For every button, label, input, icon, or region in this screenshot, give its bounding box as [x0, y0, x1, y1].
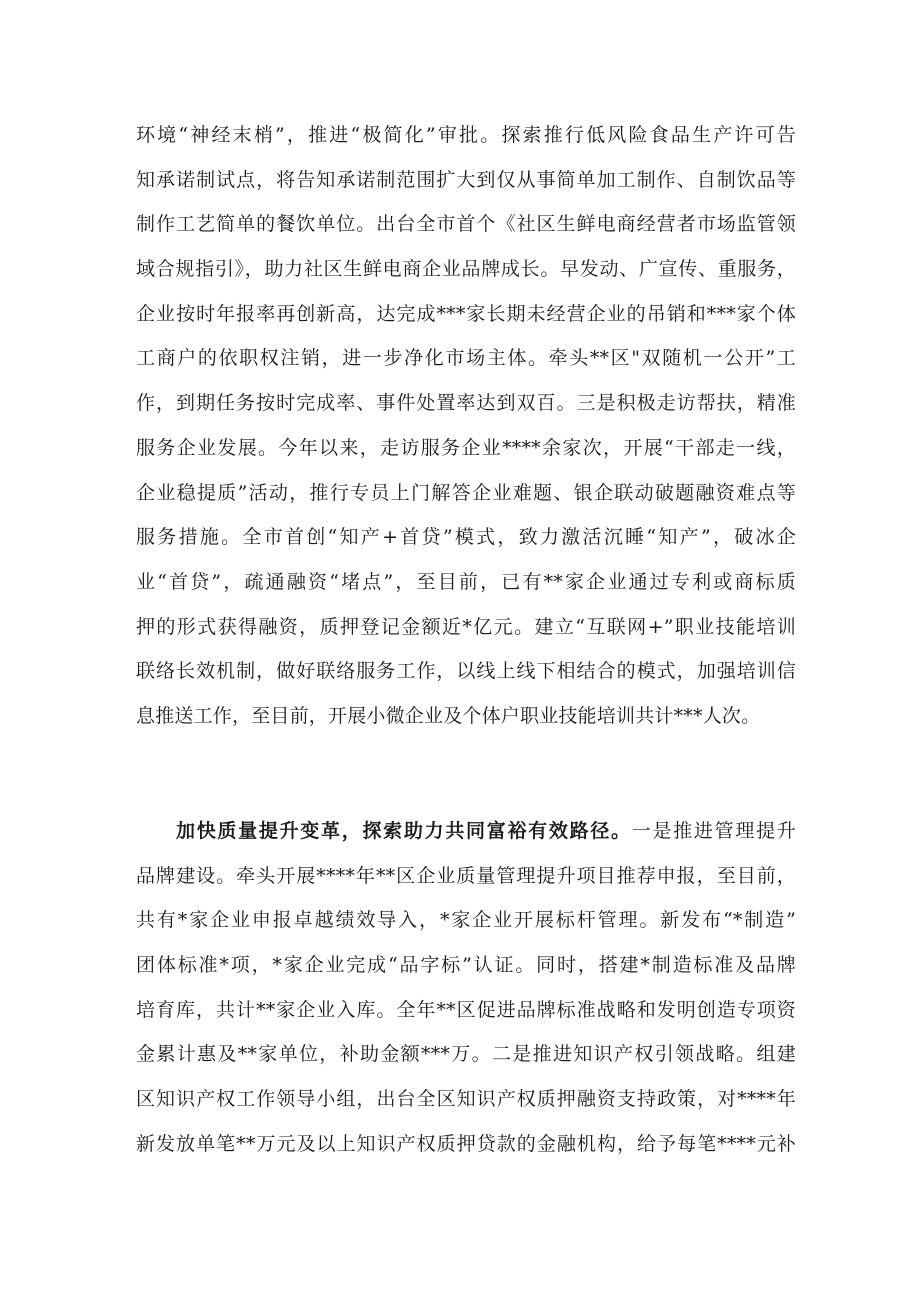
text-line: 企业稳提质”活动，推行专员上门解答企业难题、银企联动破题融资难点等: [136, 481, 796, 504]
text-line: 制作工艺简单的餐饮单位。出台全市首个《社区生鲜电商经营者市场监管领: [136, 213, 796, 236]
text-line: 品牌建设。牵头开展****年**区企业质量管理提升项目推荐申报，至目前，: [136, 864, 796, 887]
paragraph-first-line-text: 一是推进管理提升: [631, 820, 796, 842]
text-line: 培育库，共计**家企业入库。全年**区促进品牌标准战略和发明创造专项资: [136, 998, 796, 1021]
paragraph-1: [136, 113, 796, 739]
text-line: 工商户的依职权注销，进一步净化市场主体。牵头**区"双随机一公开”工: [136, 347, 796, 370]
text-line: 新发放单笔**万元及以上知识产权质押贷款的金融机构，给予每笔****元补: [136, 1132, 796, 1155]
text-line: 服务企业发展。今年以来，走访服务企业****余家次，开展“干部走一线，: [136, 436, 796, 459]
text-line: 联络长效机制，做好联络服务工作，以线上线下相结合的模式，加强培训信: [136, 660, 796, 683]
text-line: 服务措施。全市首创“知产+首贷”模式，致力激活沉睡“知产”，破冰企: [136, 526, 796, 549]
text-line: 押的形式获得融资，质押登记金额近*亿元。建立“互联网+”职业技能培训: [136, 615, 796, 638]
text-line: 区知识产权工作领导小组，出台全区知识产权质押融资支持政策，对****年: [136, 1088, 796, 1111]
text-line: 金累计惠及**家单位，补助金额***万。二是推进知识产权引领战略。组建: [136, 1043, 796, 1066]
paragraph-2: [136, 809, 796, 1167]
text-line: 知承诺制试点，将告知承诺制范围扩大到仅从事简单加工制作、自制饮品等: [136, 168, 796, 191]
text-line: 团体标准*项，*家企业完成“品字标”认证。同时，搭建*制造标准及品牌: [136, 954, 796, 977]
paragraph-first-line: [136, 809, 796, 854]
text-line: 环境“神经末梢”，推进“极简化”审批。探索推行低风险食品生产许可告: [136, 124, 796, 146]
text-line: 作，到期任务按时完成率、事件处置率达到双百。三是积极走访帮扶，精准: [136, 392, 796, 415]
text-line: 企业按时年报率再创新高，达完成***家长期未经营企业的吊销和***家个体: [136, 302, 796, 325]
text-line: 共有*家企业申报卓越绩效导入，*家企业开展标杆管理。新发布“*制造”: [136, 909, 796, 932]
paragraph-lead-heading: 加快质量提升变革，探索助力共同富裕有效路径。: [176, 820, 632, 842]
text-line: 息推送工作，至目前，开展小微企业及个体户职业技能培训共计***人次。: [136, 704, 761, 727]
text-line: 域合规指引》，助力社区生鲜电商企业品牌成长。早发动、广宣传、重服务，: [136, 258, 796, 281]
text-line: 业“首贷”，疏通融资“堵点”，至目前，已有**家企业通过专利或商标质: [136, 570, 796, 593]
